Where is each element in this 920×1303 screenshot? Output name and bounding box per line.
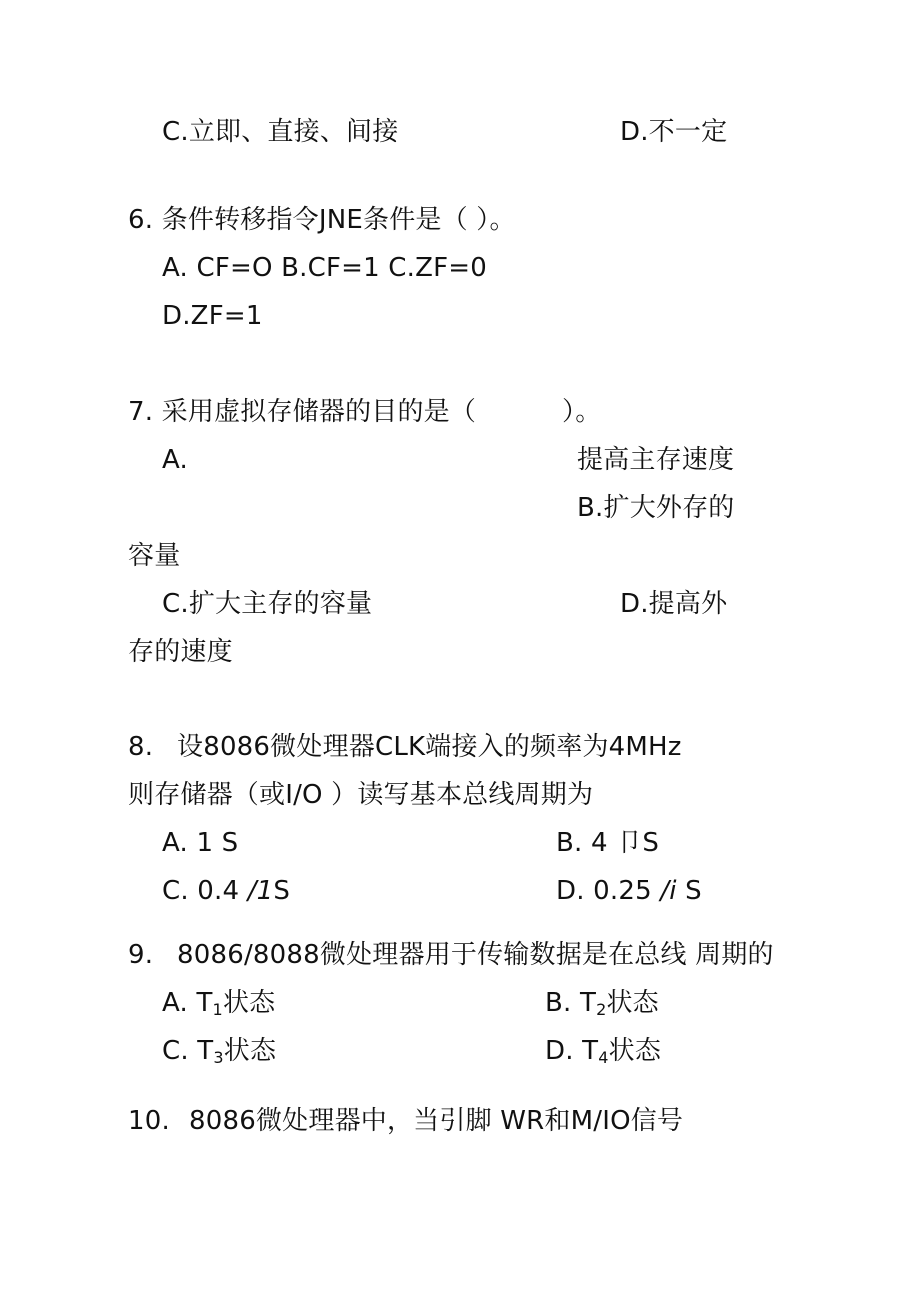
q7-option-b-text: B.扩大外存的 bbox=[577, 493, 735, 523]
q9-option-a bbox=[162, 987, 275, 1022]
q9-option-d-prefix: D. T bbox=[545, 1036, 599, 1066]
q9-option-d-suffix: 状态 bbox=[608, 1036, 662, 1066]
q8-option-d-prefix: D. 0.25 bbox=[556, 876, 661, 906]
q8-option-d-unit: S bbox=[676, 876, 702, 906]
q9-option-c-suffix: 状态 bbox=[223, 1036, 277, 1066]
q8-stem-line2: 则存储器（或I/O ）读写基本总线周期为 bbox=[128, 780, 594, 810]
q5-option-d: D.不一定 bbox=[620, 117, 728, 147]
q9-option-b-subscript: 2 bbox=[596, 1000, 607, 1019]
q8-option-d bbox=[556, 875, 702, 907]
q9-option-c-prefix: C. T bbox=[162, 1036, 214, 1066]
q9-number: 9. bbox=[128, 940, 154, 970]
q5-option-c: C.立即、直接、间接 bbox=[162, 117, 399, 147]
q10-number: 10. bbox=[128, 1106, 170, 1136]
q7-option-a-text: 提高主存速度 bbox=[577, 445, 735, 475]
q9-stem: 8086/8088微处理器用于传输数据是在总线 周期的 bbox=[177, 940, 774, 970]
q7-option-c: C.扩大主存的容量 bbox=[162, 589, 373, 619]
q7-stem-left: 7. 采用虚拟存储器的目的是（ bbox=[128, 397, 477, 427]
q8-option-c-unit-italic: /1 bbox=[247, 876, 274, 906]
q9-option-a-suffix: 状态 bbox=[222, 988, 276, 1018]
q8-option-d-unit-italic: /i bbox=[660, 876, 677, 906]
q7-option-b-wrap: 容量 bbox=[128, 541, 181, 571]
q8-option-b: B. 4 卩S bbox=[556, 828, 660, 858]
q9-option-b-prefix: B. T bbox=[545, 988, 597, 1018]
q6-stem: 6. 条件转移指令JNE条件是（ ）。 bbox=[128, 205, 516, 235]
q8-option-c-prefix: C. 0.4 bbox=[162, 876, 248, 906]
q7-option-a-label: A. bbox=[162, 445, 188, 475]
q9-option-a-prefix: A. T bbox=[162, 988, 213, 1018]
q7-option-d-wrap: 存的速度 bbox=[128, 637, 233, 667]
q9-option-c bbox=[162, 1035, 276, 1070]
q9-option-d-subscript: 4 bbox=[598, 1048, 609, 1067]
q9-option-b bbox=[545, 987, 659, 1022]
q7-stem-right: ）。 bbox=[562, 397, 602, 427]
q8-stem-line1: 设8086微处理器CLK端接入的频率为4MHz bbox=[177, 732, 682, 762]
q6-options-line1: A. CF=O B.CF=1 C.ZF=0 bbox=[162, 253, 487, 283]
q7-option-d-text: D.提高外 bbox=[620, 589, 728, 619]
q8-option-a: A. 1 S bbox=[162, 828, 239, 858]
q9-option-a-subscript: 1 bbox=[212, 1000, 223, 1019]
q10-stem: 8086微处理器中，当引脚 WR和M/IO信号 bbox=[189, 1106, 684, 1136]
q9-option-d bbox=[545, 1035, 661, 1070]
q9-option-c-subscript: 3 bbox=[213, 1048, 224, 1067]
q8-option-c bbox=[162, 875, 290, 907]
q8-option-c-unit: S bbox=[273, 876, 291, 906]
q9-option-b-suffix: 状态 bbox=[606, 988, 659, 1018]
q6-option-d: D.ZF=1 bbox=[162, 301, 263, 331]
q8-number: 8. bbox=[128, 732, 154, 762]
